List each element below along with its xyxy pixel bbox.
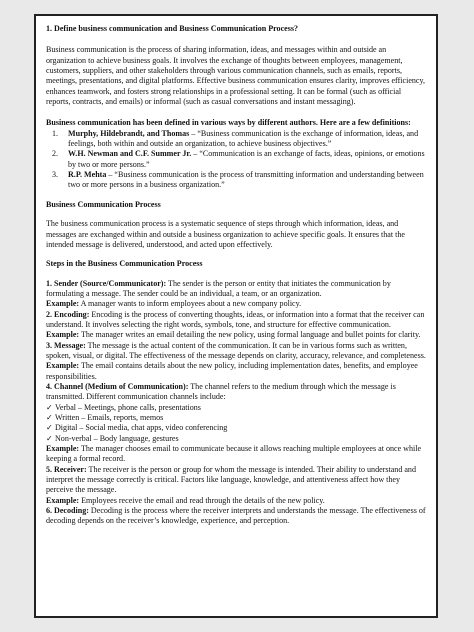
document-page [34,14,438,618]
definition-text: – “Communication is an exchange of facts, ideas, opinions, or emotions by two or more persons.” [68,149,425,169]
definition-item: 1. Murphy, Hildebrandt, and Thomas – “Business communication is the exchange of information, ideas, and feelings, both within and outside an organization, to achieve business objectives.” [52,128,419,149]
definition-item: 3. R.P. Mehta – “Business communication is the process of transmitting information and understanding between two or more persons in a business organization.” [52,170,424,190]
checkmark-icon: ✓ [46,413,53,422]
checkmark-icon: ✓ [46,433,53,443]
channel-item: ✓ Digital – Social media, chat apps, video conferencing [46,423,228,433]
channel-item: ✓ Non-verbal – Body language, gestures [46,433,179,443]
step-label: 5. Receiver: [46,464,87,474]
definitions-list [46,129,427,191]
definition-text: – “Business communication is the process of transmitting information and understanding between two or more persons in a business organization.” [68,170,424,190]
step-label: 1. Sender (Source/Communicator): [46,278,167,288]
example-message: Example: The email contains details about the new policy, including implementation dates, benefits, and employee responsibilities. [46,361,418,381]
step-channel: 4. Channel (Medium of Communication): The channel refers to the medium through which the message is transmitted. Different communication channels include: [46,381,396,402]
example-sender: Example: A manager wants to inform employees about a new company policy. [46,299,302,309]
process-heading: Business Communication Process [46,199,161,209]
definition-item: 2. W.H. Newman and C.F. Summer Jr. – “Communication is an exchange of facts, ideas, opinions, or emotions by two or more persons.” [52,149,425,169]
step-label: 2. Encoding: [46,309,90,319]
example-receiver: Example: Employees receive the email and read through the details of the new policy. [46,495,325,505]
definitions-heading: Business communication has been defined in various ways by different authors. Here are a few definitions: [46,118,411,128]
process-paragraph: The business communication process is a systematic sequence of steps through which information, ideas, and messages are exchanged within and outside a business organization to achieve specific goals. It ensures that the intended message is delivered, understood, and acted upon effectively. [46,219,405,249]
intro-paragraph: Business communication is the process of sharing information, ideas, and messages within and outside an organization to achieve business goals. It involves the exchange of thoughts between employees, management, customers, suppliers, and other stakeholders through various communication channels, such as emails, reports, meetings, presentations, and digital platforms. Effective business communication ensures clarity, improves efficiency, enhances teamwork, and fosters strong relationships in a professional setting. It can be formal (such as official reports, contracts, and emails) or informal (such as casual conversations and instant messaging). [46,45,425,107]
definition-authors: W.H. Newman and C.F. Summer Jr. [68,149,192,159]
checkmark-icon: ✓ [46,423,53,433]
step-encoding: 2. Encoding: Encoding is the process of converting thoughts, ideas, or information into a format that the receiver can understand. It involves selecting the right words, symbols, tone, and structure for effective communication. [46,309,425,329]
step-receiver: 5. Receiver: The receiver is the person or group for whom the message is intended. Their ability to understand and interpret the message correctly is critical. Factors like language, knowledge, and attentiveness affect how they perceive the message. [46,464,416,495]
step-label: 3. Message: [46,340,86,350]
example-channel: Example: The manager chooses email to communicate because it allows reaching multiple employees at once while keeping a formal record. [46,444,422,464]
channel-item: ✓ Written – Emails, reports, memos [46,413,164,422]
step-message: 3. Message: The message is the actual content of the communication. It can be in various forms such as written, spoken, visual, or digital. The effectiveness of the message depends on clarity, accuracy, relevance, and completeness. [46,340,426,360]
checkmark-icon: ✓ [46,402,53,412]
definition-text: – “Business communication is the exchange of information, ideas, and feelings, both within and outside an organization, to achieve business objectives.” [68,128,419,149]
step-sender: 1. Sender (Source/Communicator): The sender is the person or entity that initiates the communication by formulating a message. The sender could be an individual, a team, or an organization. [46,278,391,298]
definition-authors: Murphy, Hildebrandt, and Thomas [68,128,190,138]
example-encoding: Example: The manager writes an email detailing the new policy, using formal language and bullet points for clarity. [46,330,421,340]
step-label: 6. Decoding: [46,506,89,516]
steps-heading: Steps in the Business Communication Process [46,259,203,269]
question-heading: 1. Define business communication and Business Communication Process? [46,24,299,33]
step-label: 4. Channel (Medium of Communication): [46,381,189,391]
step-decoding: 6. Decoding: Decoding is the process where the receiver interprets and understands the message. The effectiveness of decoding depends on the receiver’s knowledge, experience, and perception. [46,506,426,526]
definition-authors: R.P. Mehta [68,170,107,180]
channel-item: ✓ Verbal – Meetings, phone calls, presentations [46,402,201,412]
